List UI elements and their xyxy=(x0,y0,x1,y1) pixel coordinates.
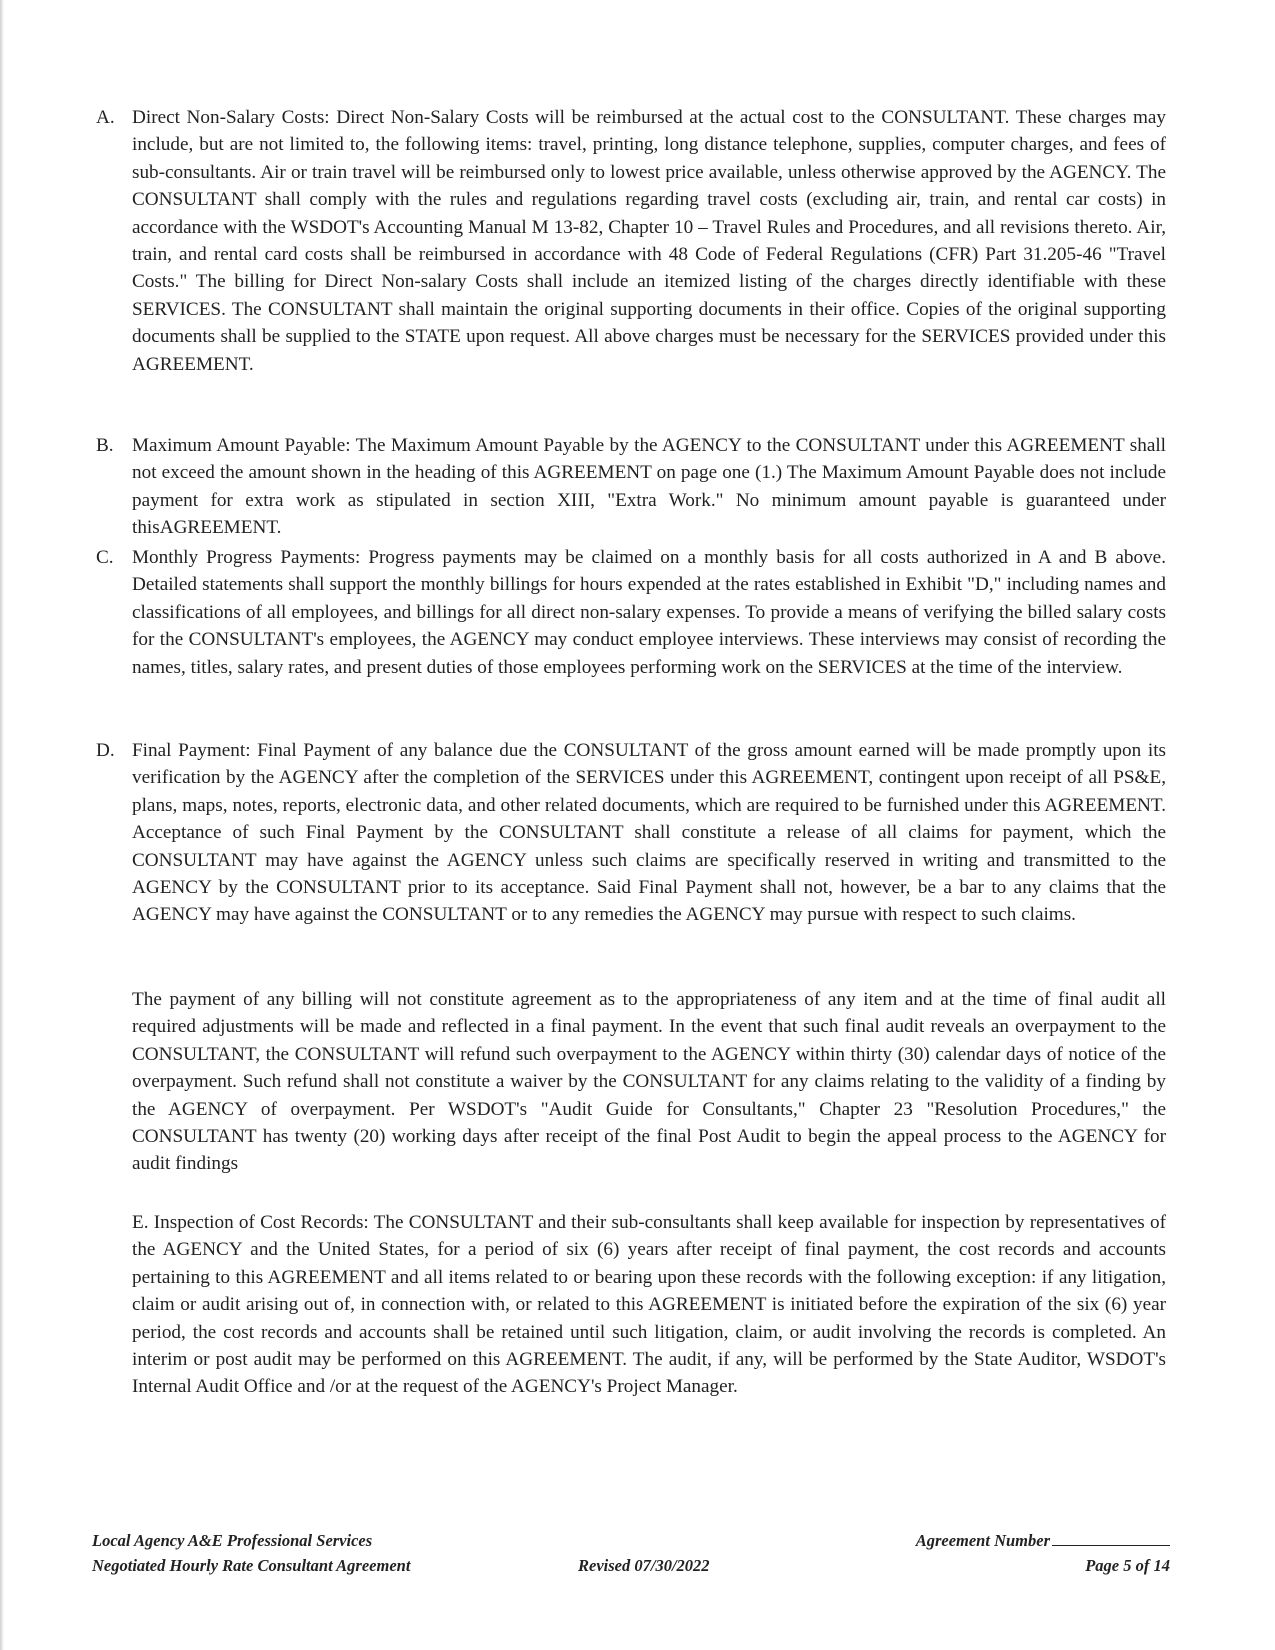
page-footer xyxy=(0,1528,1275,1588)
section-c-text: Monthly Progress Payments: Progress payments may be claimed on a monthly basis for all costs authorized in A and B above. Detailed statements shall support the monthly billings for hours expended at the rates established in Exhibit "D," including names and classifications of all employees, and billings for all direct non-salary expenses. To provide a means of verifying the billed salary costs for the CONSULTANT's employees, the AGENCY may conduct employee interviews. These interviews may consist of recording the names, titles, salary rates, and present duties of those employees performing work on the SERVICES at the time of the interview. xyxy=(132,547,1166,678)
footer-left xyxy=(92,1528,410,1578)
footer-right xyxy=(880,1528,1170,1578)
inspection-paragraph: E. Inspection of Cost Records: The CONSULTANT and their sub-consultants shall keep available for inspection by representatives of the AGENCY and the United States, for a period of six (6) years after receipt of final payment, the cost records and accounts pertaining to this AGREEMENT and all items related to or bearing upon these records with the following exception: if any litigation, claim or audit arising out of, in connection with, or related to this AGREEMENT is initiated before the expiration of the six (6) year period, the cost records and accounts shall be retained until such litigation, claim, or audit involving the records is completed. An interim or post audit may be performed on this AGREEMENT. The audit, if any, will be performed by the State Auditor, WSDOT's Internal Audit Office and /or at the request of the AGENCY's Project Manager. xyxy=(132,1212,1166,1398)
section-b-letter: B. xyxy=(96,435,114,456)
footer-line-1: Local Agency A&E Professional Services xyxy=(92,1531,373,1550)
section-a-text: Direct Non-Salary Costs: Direct Non-Salary Costs will be reimbursed at the actual cost to the CONSULTANT. These charges may include, but are not limited to, the following items: travel, printing, long distance telephone, supplies, computer charges, and fees of sub-consultants. Air or train travel will be reimbursed only to lowest price available, unless otherwise approved by the AGENCY. The CONSULTANT shall comply with the rules and regulations regarding travel costs (excluding air, train, and rental car costs) in accordance with the WSDOT's Accounting Manual M 13-82, Chapter 10 – Travel Rules and Procedures, and all revisions thereto. Air, train, and rental card costs shall be reimbursed in accordance with 48 Code of Federal Regulations (CFR) Part 31.205-46 "Travel Costs." The billing for Direct Non-salary Costs shall include an itemized listing of the charges directly identifiable with these SERVICES. The CONSULTANT shall maintain the original supporting documents in their office. Copies of the original supporting documents shall be supplied to the STATE upon request. All above charges must be necessary for the SERVICES provided under this AGREEMENT. xyxy=(132,107,1166,375)
section-c-letter: C. xyxy=(96,547,114,568)
agreement-number-line xyxy=(880,1528,1170,1553)
section-c xyxy=(96,544,1166,681)
section-b xyxy=(96,432,1166,542)
section-d xyxy=(96,737,1166,929)
agreement-number-label: Agreement Number xyxy=(915,1531,1050,1550)
page-number: Page 5 of 14 xyxy=(1085,1556,1170,1575)
section-d-letter: D. xyxy=(96,740,115,761)
scan-edge xyxy=(0,0,4,1650)
footer-line-2: Negotiated Hourly Rate Consultant Agreement xyxy=(92,1556,411,1575)
section-d-text: Final Payment: Final Payment of any balance due the CONSULTANT of the gross amount earned will be made promptly upon its verification by the AGENCY after the completion of the SERVICES under this AGREEMENT, contingent upon receipt of all PS&E, plans, maps, notes, reports, electronic data, and other related documents, which are required to be furnished under this AGREEMENT. Acceptance of such Final Payment by the CONSULTANT shall constitute a release of all claims for payment, which the CONSULTANT may have against the AGENCY unless such claims are specifically reserved in writing and transmitted to the AGENCY by the CONSULTANT prior to its acceptance. Said Final Payment shall not, however, be a bar to any claims that the AGENCY may have against the CONSULTANT or to any remedies the AGENCY may pursue with respect to such claims. xyxy=(132,740,1166,926)
footer-revised: Revised 07/30/2022 xyxy=(578,1556,710,1575)
section-b-text: Maximum Amount Payable: The Maximum Amount Payable by the AGENCY to the CONSULTANT under this AGREEMENT shall not exceed the amount shown in the heading of this AGREEMENT on page one (1.) The Maximum Amount Payable does not include payment for extra work as stipulated in section XIII, "Extra Work." No minimum amount payable is guaranteed under thisAGREEMENT. xyxy=(132,435,1166,539)
section-a-letter: A. xyxy=(96,107,115,128)
section-a xyxy=(96,104,1166,378)
agreement-number-blank xyxy=(1052,1529,1170,1546)
payment-audit-paragraph: The payment of any billing will not constitute agreement as to the appropriateness of any item and at the time of final audit all required adjustments will be made and reflected in a final payment. In the event that such final audit reveals an overpayment to the CONSULTANT, the CONSULTANT will refund such overpayment to the AGENCY within thirty (30) calendar days of notice of the overpayment. Such refund shall not constitute a waiver by the CONSULTANT for any claims relating to the validity of a finding by the AGENCY of overpayment. Per WSDOT's "Audit Guide for Consultants," Chapter 23 "Resolution Procedures," the CONSULTANT has twenty (20) working days after receipt of the final Post Audit to begin the appeal process to the AGENCY for audit findings xyxy=(132,989,1166,1175)
